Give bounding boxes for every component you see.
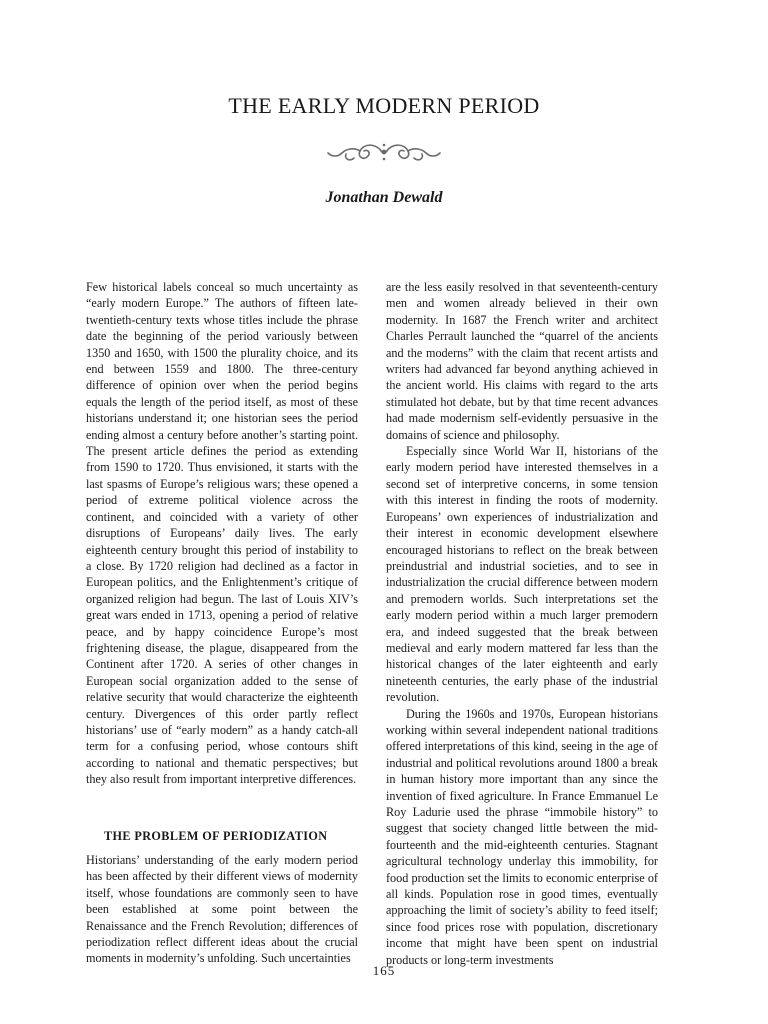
body-paragraph: Few historical labels conceal so much uncertainty as “early modern Europe.” The authors of fifteen late-twentieth-century texts whose titles include the phrase date the beginning of the period variously between 1350 and 1650, with 1500 the plurality choice, and its end between 1559 and 1800. The three-century difference of opinion over when the period begins equals the length of the period itself, as most of these historians understand it; one historian sees the period ending almost a century before another’s starting point. The present article defines the period as extending from 1590 to 1720. Thus envisioned, it starts with the last spasms of Europe’s religious wars; these opened a period of extreme political violence across the continent, and coincided with a variety of other disruptions of Europeans’ daily lives. The early eighteenth century brought this period of instability to a close. By 1720 religion had declined as a factor in European politics, and the Enlightenment’s critique of organized religion had begun. The last of Louis XIV’s great wars ended in 1713, opening a period of relative peace, and by happy coincidence Europe’s most frightening disease, the plague, disappeared from the Continent after 1720. A series of other changes in European social organization added to the sense of relative security that would characterize the eighteenth century. Divergences of this order partly reflect historians’ use of “early modern” as a handy catch-all term for a confusing period, whose contours shift according to national and thematic perspectives; but they also result from important interpretive differences.: [86, 280, 358, 787]
author-name: Jonathan Dewald: [325, 189, 443, 206]
body-paragraph: Especially since World War II, historians of the early modern period have interested themselves in a second set of interpretive concerns, in some tension with this interest in finding the roots of modernity. Europeans’ own experiences of industrialization and their interest in economic development elsewhere encouraged historians to reflect on the break between preindustrial and industrial societies, and to see in industrialization the crucial difference between modern and premodern worlds. Such interpretations set the early modern period within a much larger premodern era, and indeed suggested that the break between medieval and early modern mattered far less than the historical changes of the later eighteenth and early nineteenth centuries, the early phase of the industrial revolution.: [386, 444, 658, 705]
section-heading: THE PROBLEM OF PERIODIZATION: [104, 828, 328, 843]
page-number: 165: [372, 963, 396, 978]
floral-ornament-icon: [324, 139, 444, 165]
right-column: [386, 279, 658, 968]
body-paragraph: Historians’ understanding of the early modern period has been affected by their different views of modernity itself, whose foundations are commonly seen to have been established at some point between the Renaissance and the French Revolution; differences of periodization reflect different ideas about the crucial moments in modernity’s unfolding. Such uncertainties: [86, 853, 358, 966]
body-paragraph: During the 1960s and 1970s, European historians working within several independent national traditions offered interpretations of this kind, seeing in the age of industrial and political revolutions around 1800 a break in human history more important than any since the invention of fixed agriculture. In France Emmanuel Le Roy Ladurie used the phrase “immobile history” to suggest that society changed little between the mid-fourteenth and the mid-eighteenth centuries. Stagnant agricultural technology underlay this immobility, for food production set the limits to economic enterprise of all kinds. Population rose in good times, eventually approaching the limit of society’s ability to feed itself; since food prices rose with population, discretionary income that might have been spent on industrial products or long-term investments: [386, 706, 658, 967]
body-paragraph: are the less easily resolved in that seventeenth-century men and women already believed in their own modernity. In 1687 the French writer and architect Charles Perrault launched the “quarrel of the ancients and the moderns” with the claim that recent artists and writers had advanced far beyond anything achieved in the ancient world. His claims with regard to the arts stimulated hot debate, but by that time recent advances had made modernism self-evidently persuasive in the domains of science and philosophy.: [386, 280, 658, 442]
page-title: THE EARLY MODERN PERIOD: [228, 93, 540, 118]
left-column: [86, 279, 358, 967]
